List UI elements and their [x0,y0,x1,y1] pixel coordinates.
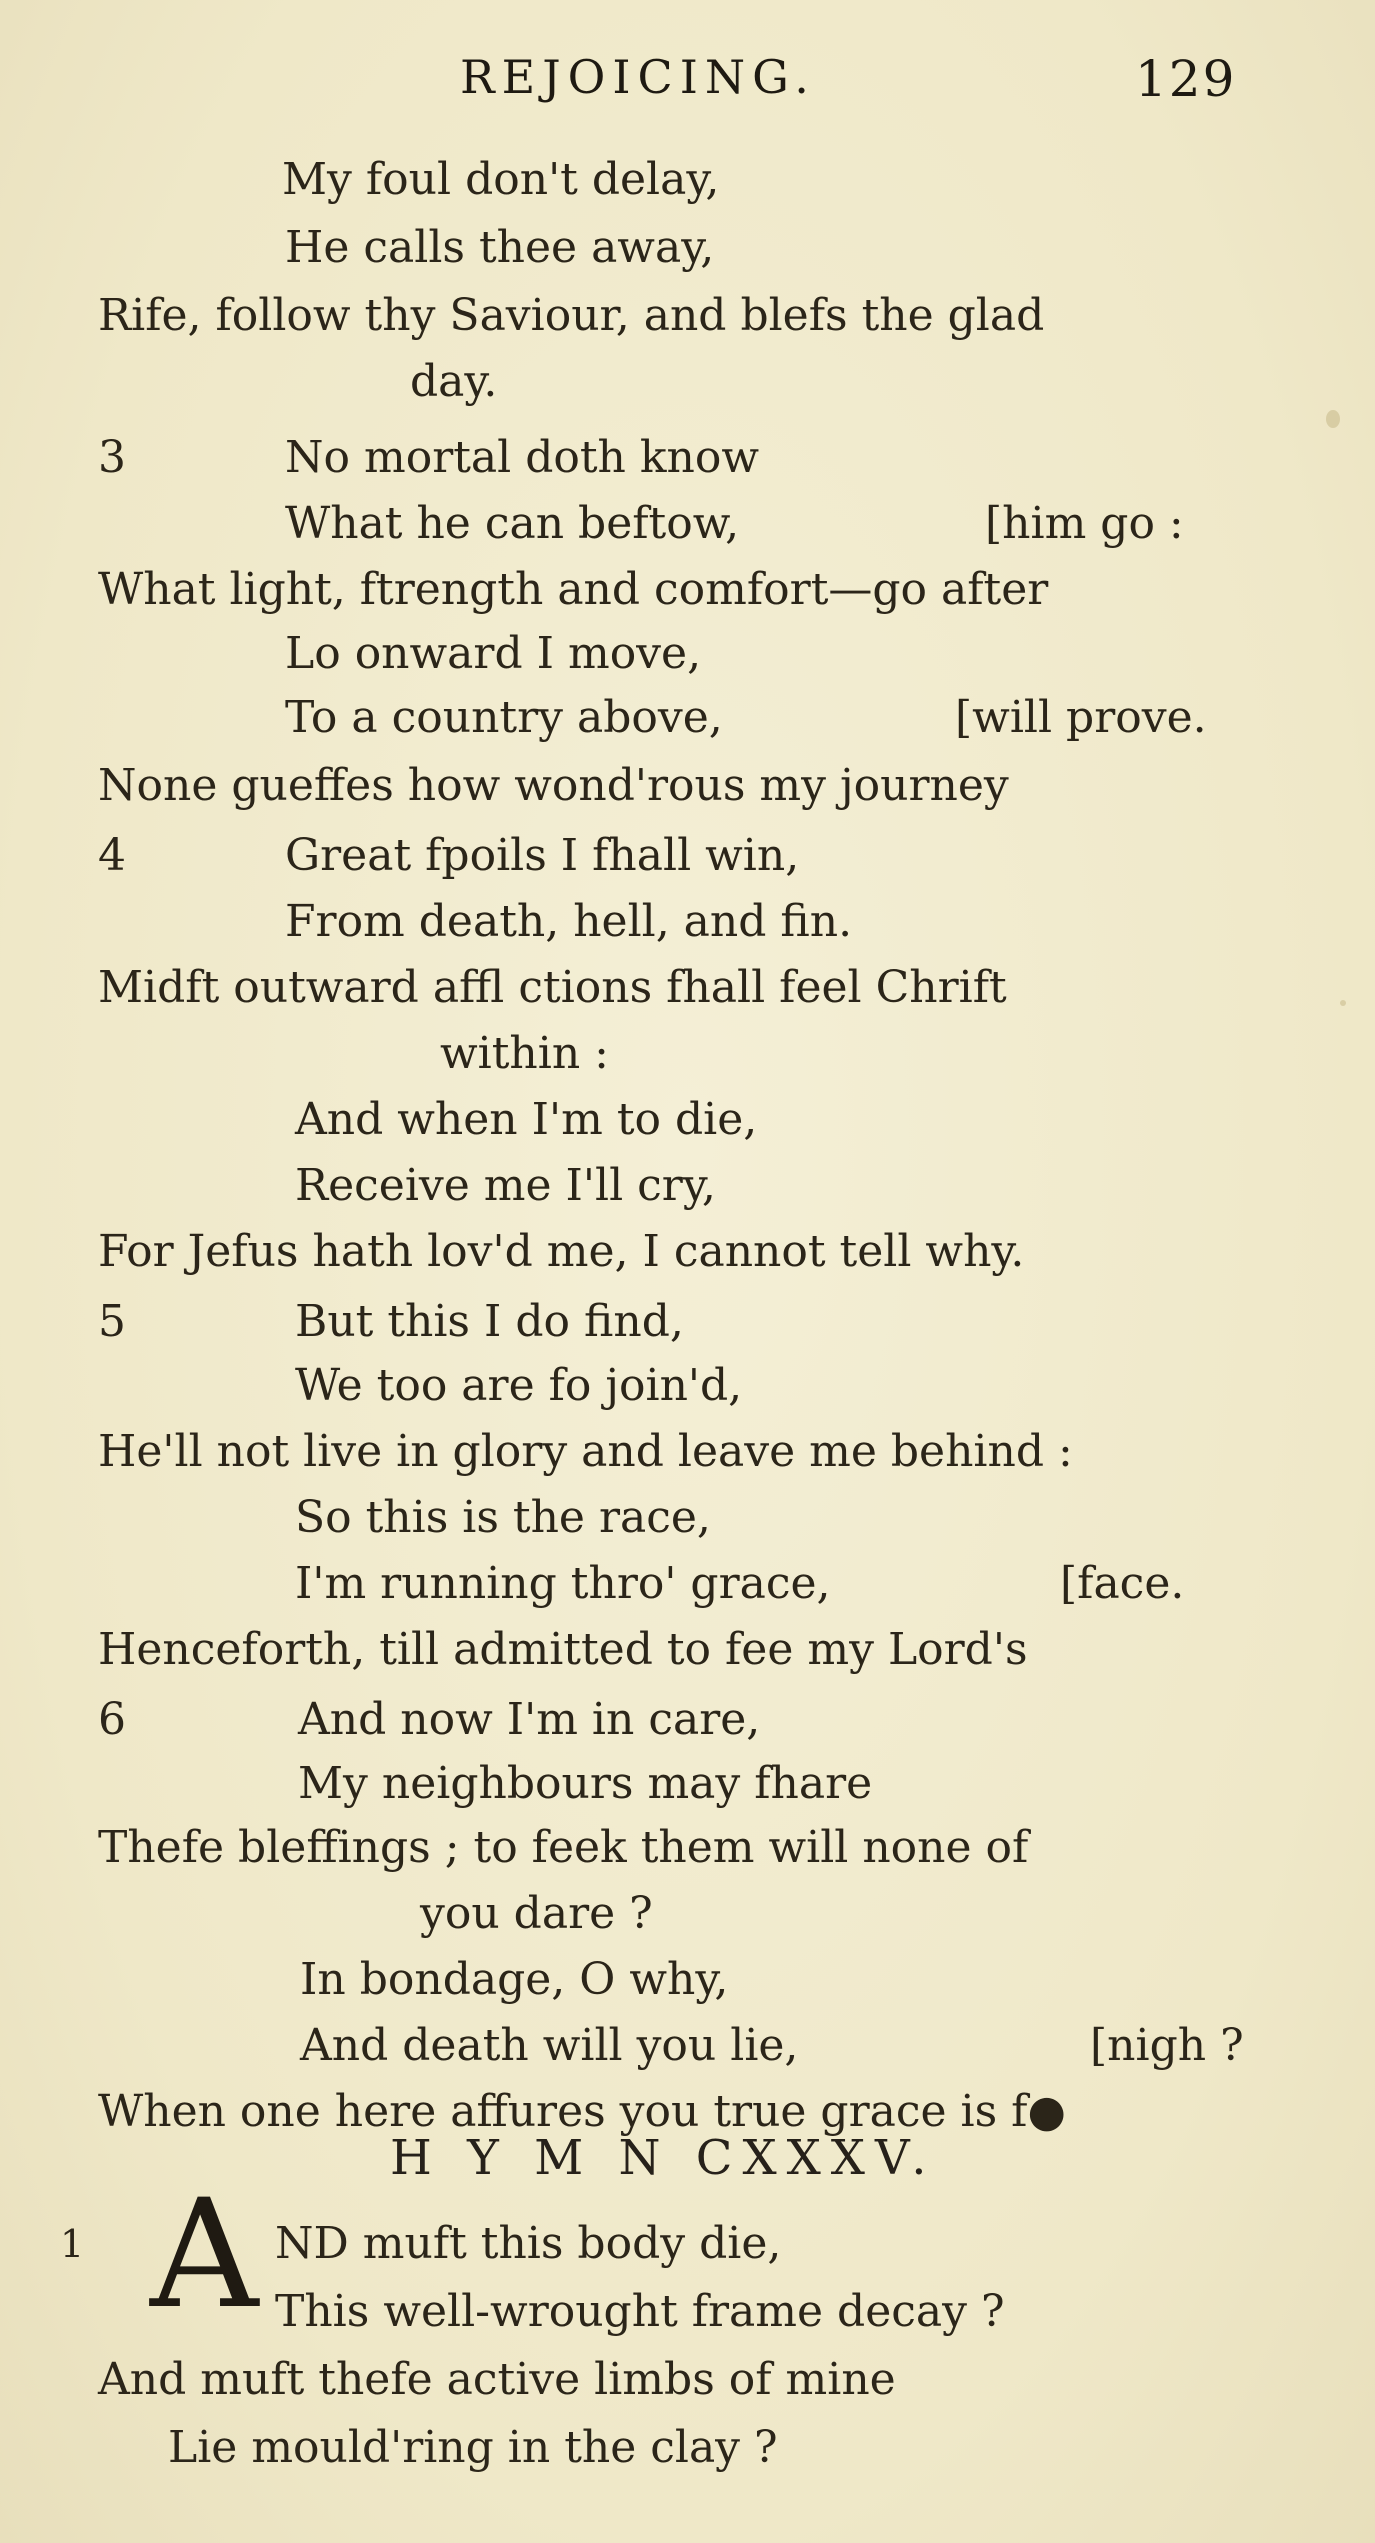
verse-line: My neighbours may fhare [298,1758,873,1809]
verse-line: To a country above, [285,692,723,743]
verse-line: From death, hell, and fin. [285,896,853,947]
paper-stain [1326,410,1340,428]
verse-line: day. [410,356,498,407]
verse-line: Lo onward I move, [285,628,702,679]
verse-line: you dare ? [420,1888,653,1939]
verse-line: Henceforth, till admitted to fee my Lord's [98,1624,1028,1675]
turnover-text: [nigh ? [1090,2020,1244,2071]
verse-line: In bondage, O why, [300,1954,729,2005]
verse-line: ND muft this body die, [275,2218,782,2269]
verse-line: So this is the race, [295,1492,711,1543]
verse-line: He'll not live in glory and leave me behind : [98,1426,1073,1477]
turnover-text: [will prove. [955,692,1207,743]
verse-number: 3 [98,432,126,483]
verse-line: Thefe bleffings ; to feek them will none of [98,1822,1029,1873]
verse-number: 1 [60,2222,85,2266]
turnover-text: [face. [1060,1558,1185,1609]
verse-line: But this I do find, [295,1296,684,1347]
verse-line: None gueffes how wond'rous my journey [98,760,1009,811]
verse-line: For Jefus hath lov'd me, I cannot tell why. [98,1226,1025,1277]
verse-line: And now I'm in care, [298,1694,761,1745]
verse-number: 4 [98,830,126,881]
page-number: 129 [1135,50,1237,108]
verse-line: When one here affures you true grace is f● [98,2086,1066,2137]
drop-cap: A [150,2168,259,2342]
verse-line: And muft thefe active limbs of mine [98,2354,896,2405]
verse-line: Midft outward affl ctions fhall feel Chrift [98,962,1007,1013]
verse-line: And when I'm to die, [295,1094,758,1145]
hymn-title: H Y M N CXXXV. [390,2130,937,2186]
verse-line: within : [440,1028,609,1079]
verse-line: I'm running thro' grace, [295,1558,831,1609]
paper-stain [1340,1000,1346,1006]
page-header [0,50,1375,120]
verse-line: What light, ftrength and comfort—go after [98,564,1049,615]
verse-line: And death will you lie, [300,2020,799,2071]
verse-line: Receive me I'll cry, [295,1160,716,1211]
verse-line: No mortal doth know [285,432,760,483]
verse-line: We too are fo join'd, [295,1360,743,1411]
verse-line: Great fpoils I fhall win, [285,830,800,881]
verse-line: Lie mould'ring in the clay ? [168,2422,778,2473]
verse-line: Rife, follow thy Saviour, and blefs the glad [98,290,1045,341]
verse-line: My foul don't delay, [282,154,720,205]
verse-line: He calls thee away, [285,222,715,273]
verse-number: 6 [98,1694,126,1745]
verse-line: What he can beftow, [285,498,740,549]
turnover-text: [him go : [985,498,1184,549]
verse-line: This well-wrought frame decay ? [275,2286,1005,2337]
running-head: REJOICING. [460,50,816,104]
verse-number: 5 [98,1296,126,1347]
